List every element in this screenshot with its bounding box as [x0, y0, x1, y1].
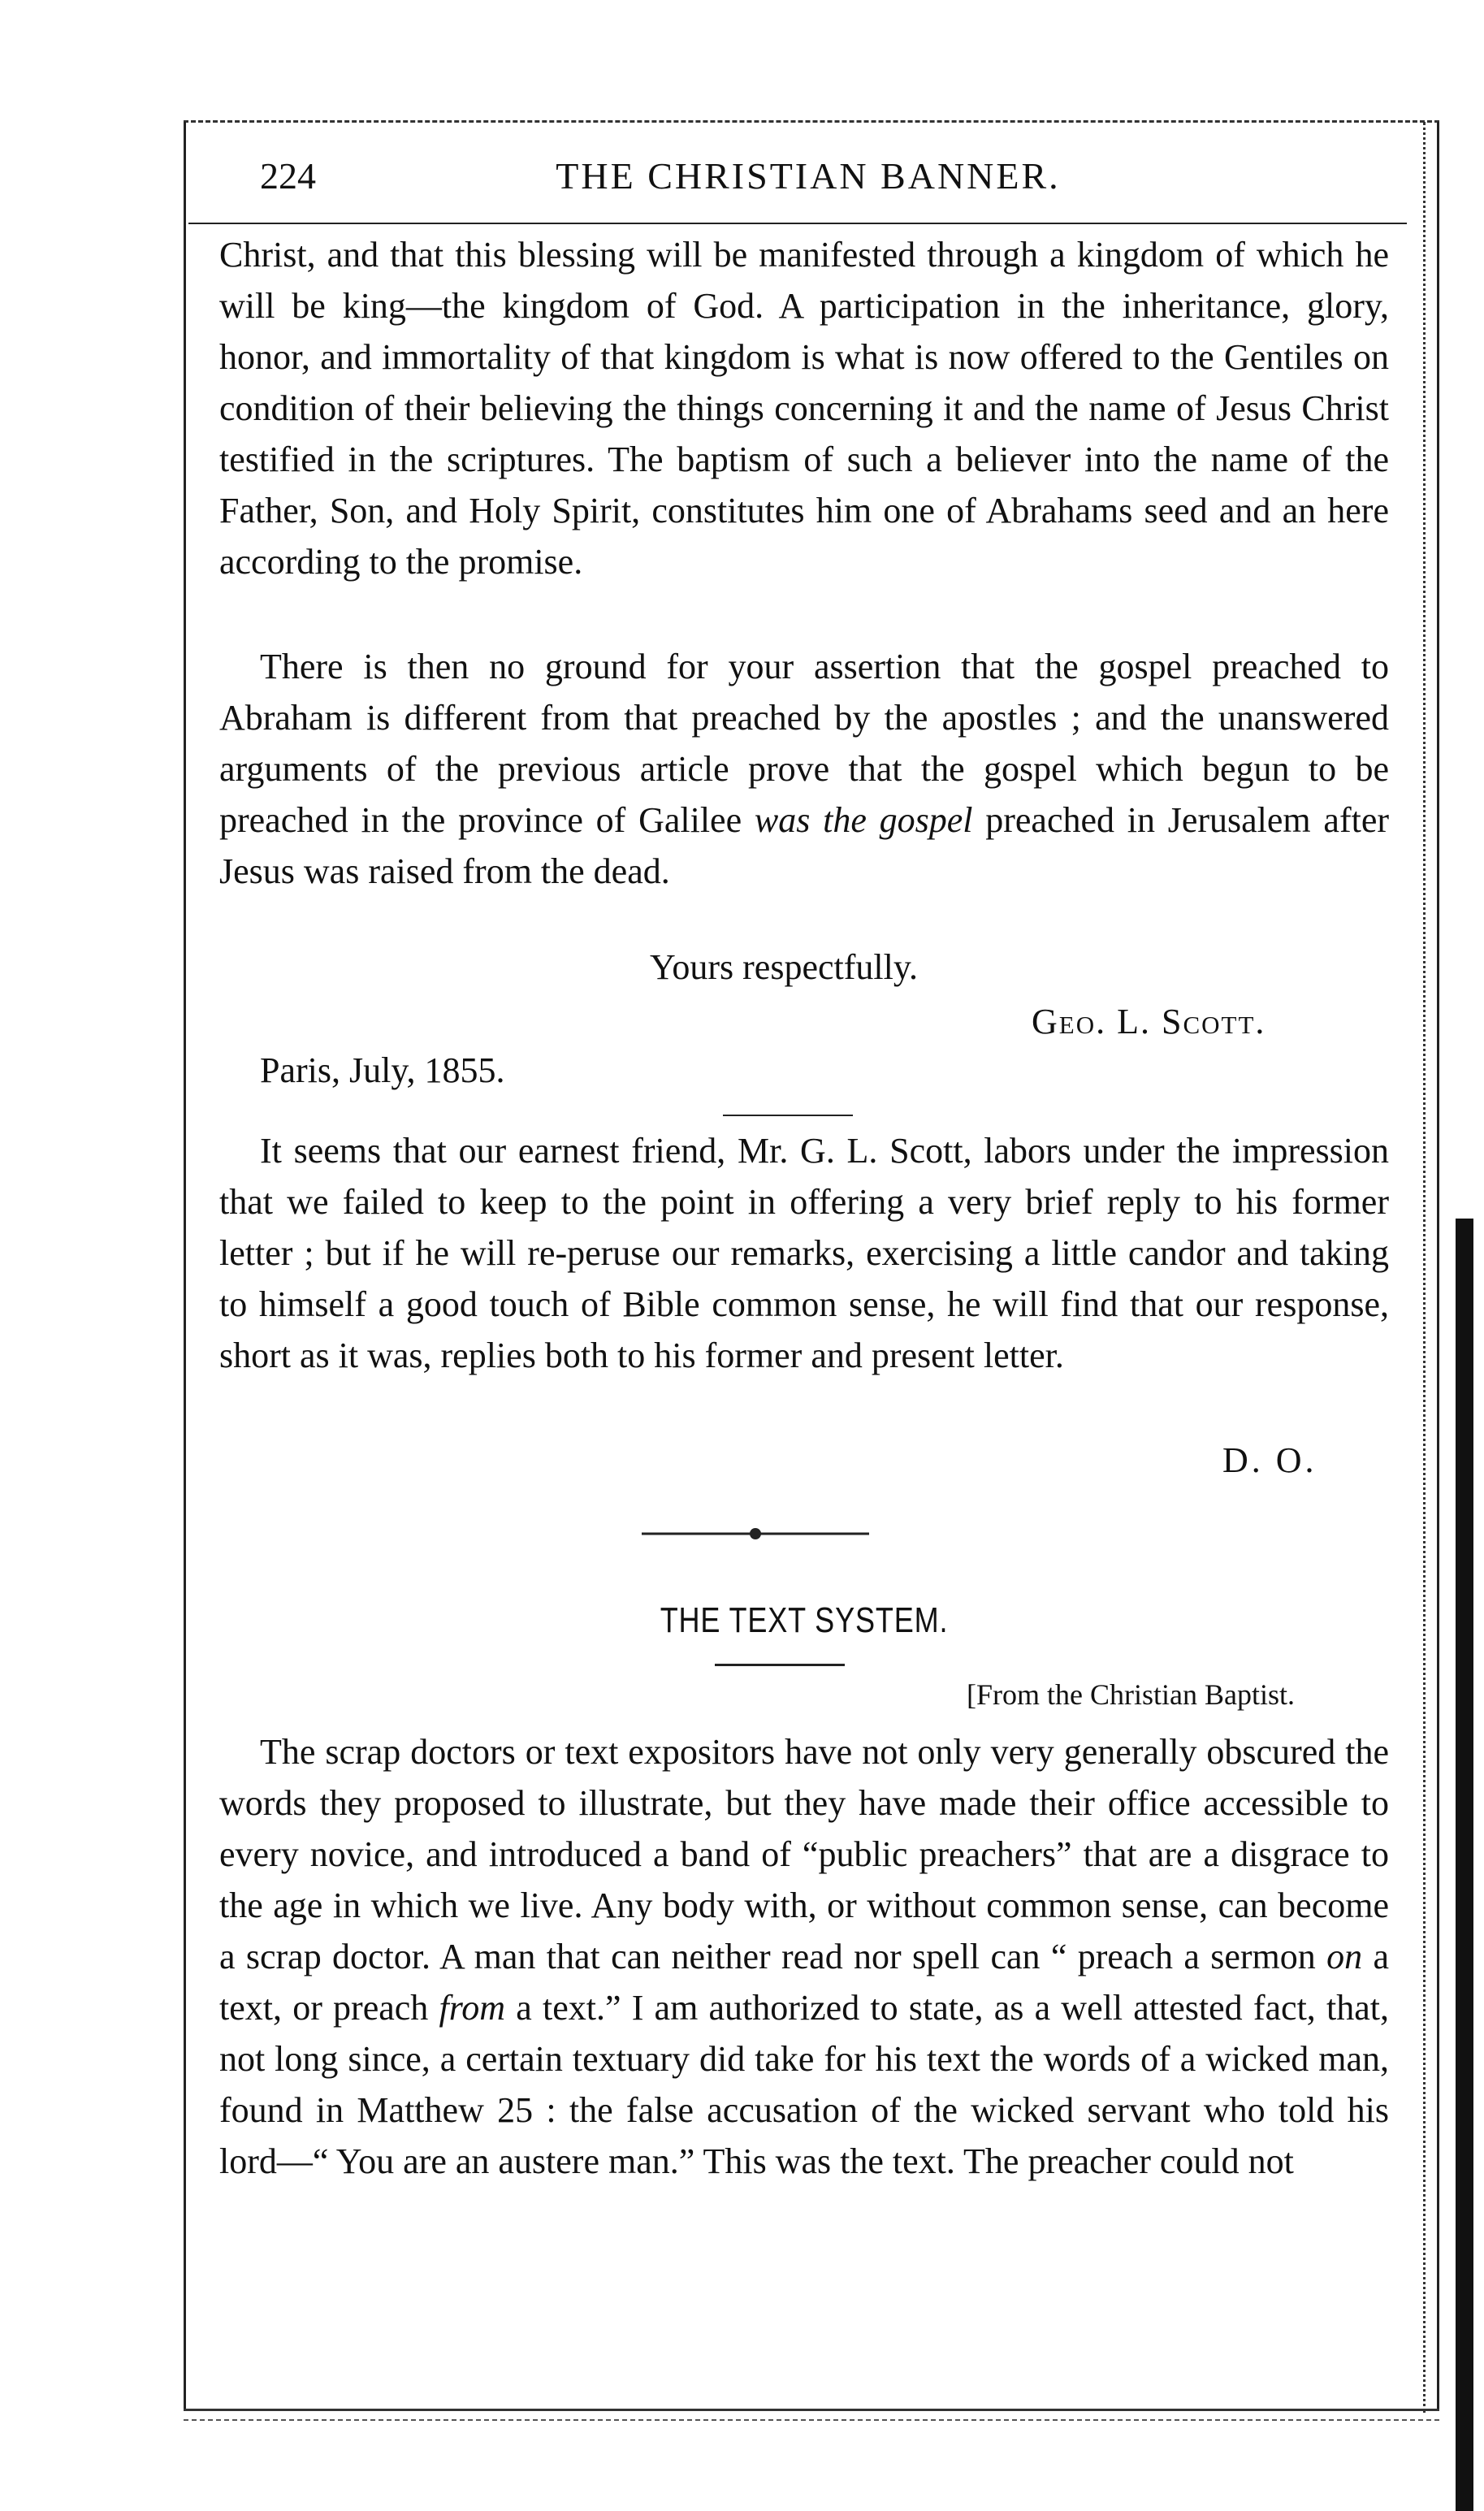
scan-edge-shadow — [1456, 1219, 1473, 2511]
article-italic-on: on — [1326, 1937, 1363, 1976]
reply-paragraph: It seems that our earnest friend, Mr. G. L. Scott, labors under the impression that we failed to keep to the point in offering a very brief reply to his former letter ; but if he will re-peruse our remarks, exercising a little candor and taking to himself a good touch of Bible common sense, he will find that our response, short as it was, replies both to his former and present letter. — [219, 1131, 1389, 1375]
letter-paragraph-2-start: There is then no ground for your assertion that the gospel preached to Abraham is different from that preached by the apostles ; and the unanswered arguments of the previous article prove that the gospel which begun to be preached in the province of Galilee — [219, 647, 1389, 840]
article-title-rule — [715, 1664, 845, 1666]
outer-dotted-rule — [1423, 122, 1426, 2413]
article-paragraph-end: a text.” I am authorized to state, as a well attested fact, that, not long since, a certain textuary did take for his text the words of a wicked man, found in Matthew 25 : the false accusation of the wicked servant who told his lord—“ You are an austere man.” This was the text. The preacher could not — [219, 1988, 1389, 2181]
letter-paragraph-2-italic: was the gospel — [754, 800, 973, 840]
article-paragraph — [219, 1726, 1389, 2187]
section-divider-rule — [723, 1115, 853, 1116]
bottom-dashed-rule — [184, 2419, 1439, 2421]
article-paragraph-start: The scrap doctors or text expositors have not only very generally obscured the words they proposed to illustrate, but they have made their office accessible to every novice, and introduced a band of “public preachers” that are a disgrace to the age in which we live. Any body with, or without common sense, can become a scrap doctor. A man that can neither read nor spell can “ preach a sermon — [219, 1732, 1389, 1976]
letter-paragraph-2 — [219, 641, 1389, 897]
page-header — [211, 154, 1405, 211]
page-number: 224 — [260, 155, 316, 197]
article-source: [From the Christian Baptist. — [967, 1678, 1295, 1711]
letter-signature: Geo. L. Scott. — [1032, 1002, 1266, 1041]
article-italic-from: from — [439, 1988, 506, 2028]
letter-dateline: Paris, July, 1855. — [260, 1050, 505, 1090]
bottom-border-rule — [184, 2409, 1439, 2411]
letter-paragraph-2-end: preached in Jerusalem after Jesus was raised from the dead. — [219, 800, 1389, 891]
letter-closing: Yours respectfully. — [650, 947, 918, 987]
running-title: THE CHRISTIAN BANNER. — [556, 155, 1061, 197]
article-title: THE TEXT SYSTEM. — [660, 1600, 949, 1640]
header-rule — [188, 223, 1407, 224]
ornament-divider — [642, 1526, 869, 1542]
article-paragraph-mid: a text, or preach — [219, 1937, 1389, 2028]
letter-paragraph-1: Christ, and that this blessing will be manifested through a kingdom of which he will be king—the kingdom of God. A participation in the inheritance, glory, honor, and immortality of that kingdom is what is now offered to the Gentiles on condition of their believing the things concerning it and the name of Jesus Christ testified in the scriptures. The baptism of such a believer into the name of the Father, Son, and Holy Spirit, constitutes him one of Abrahams seed and an here according to the promise. — [219, 235, 1389, 582]
reply-initials: D. O. — [1222, 1440, 1317, 1480]
